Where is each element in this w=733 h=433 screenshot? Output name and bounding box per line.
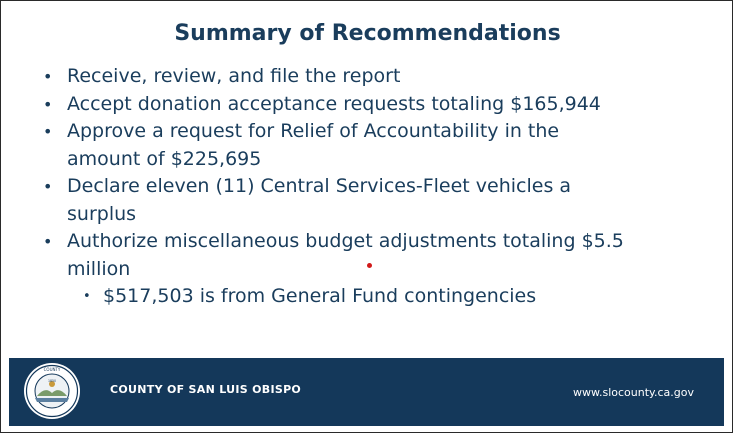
- bullet-item: [43, 91, 723, 119]
- sub-bullet-item: [83, 283, 723, 311]
- bullet-text: Accept donation acceptance requests totaling $165,944: [67, 92, 601, 115]
- footer-bar: [9, 358, 724, 426]
- bullet-item: [43, 173, 723, 228]
- svg-text:COUNTY: COUNTY: [43, 367, 61, 372]
- bullet-item: [43, 118, 723, 173]
- slide-title: Summary of Recommendations: [174, 21, 561, 46]
- bullet-icon: •: [43, 177, 53, 196]
- bullet-icon: •: [43, 232, 53, 251]
- laser-pointer-dot: [367, 263, 372, 268]
- bullet-text-line: Authorize miscellaneous budget adjustments totaling $5.5: [67, 230, 624, 252]
- website-link[interactable]: www.slocounty.ca.gov: [573, 386, 694, 399]
- county-seal-icon: [23, 362, 81, 420]
- bullet-item: [43, 228, 723, 283]
- bullet-text-line: amount of $225,695: [67, 147, 262, 170]
- sub-bullet-icon: •: [83, 289, 91, 304]
- bullet-item: [43, 63, 723, 91]
- bullet-icon: •: [43, 67, 53, 86]
- bullet-icon: •: [43, 94, 53, 114]
- bullet-text-line: Approve a request for Relief of Accountability in the: [67, 120, 560, 142]
- county-name: COUNTY OF SAN LUIS OBISPO: [110, 383, 302, 396]
- bullet-text-line: surplus: [67, 202, 137, 225]
- sub-bullet-text: $517,503 is from General Fund contingencies: [103, 285, 537, 307]
- bullet-list: [43, 63, 723, 311]
- bullet-text-line: Declare eleven (11) Central Services-Fleet vehicles a: [67, 175, 572, 197]
- svg-text:1850: 1850: [47, 379, 57, 383]
- bullet-icon: •: [43, 122, 53, 141]
- bullet-text: Receive, review, and file the report: [67, 65, 401, 87]
- bullet-text-line: million: [67, 257, 131, 280]
